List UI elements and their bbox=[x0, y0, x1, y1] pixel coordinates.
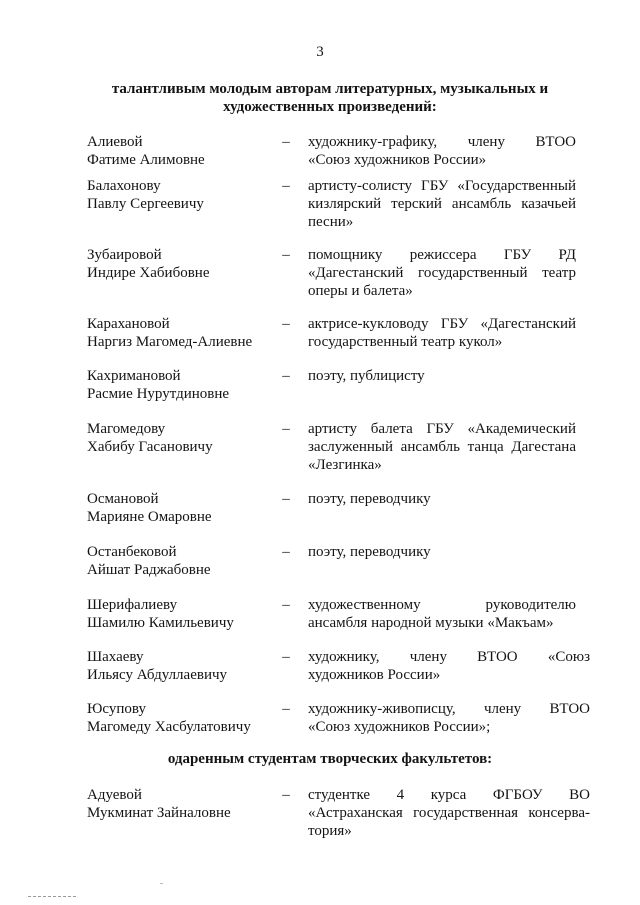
recipient-description bbox=[308, 543, 576, 561]
description-line: поэту, публицисту bbox=[308, 368, 425, 384]
recipient-name bbox=[87, 596, 277, 632]
dash-separator: – bbox=[282, 178, 290, 194]
recipient-description bbox=[308, 490, 576, 508]
description-line: «Союз художников России» bbox=[308, 152, 487, 168]
recipient-name bbox=[87, 315, 277, 351]
dash-separator: – bbox=[282, 247, 290, 263]
heading-line-1: талантливым молодым авторам литературных, музыкальных и bbox=[111, 81, 549, 97]
recipient-given-name: Ильясу Абдуллаевичу bbox=[87, 667, 228, 683]
recipient-given-name: Магомеду Хасбулатовичу bbox=[87, 719, 251, 735]
dash-separator: – bbox=[282, 491, 290, 507]
heading-line-2: художественных произведений: bbox=[223, 99, 437, 115]
description-line: государственный театр кукол» bbox=[308, 334, 503, 350]
recipient-name bbox=[87, 420, 277, 456]
recipient-description bbox=[308, 786, 590, 840]
description-line: «Астраханская государственная консерва- bbox=[308, 805, 590, 821]
recipient-given-name: Павлу Сергеевичу bbox=[87, 196, 204, 212]
description-line: «Лезгинка» bbox=[308, 457, 382, 473]
recipient-surname: Юсупову bbox=[87, 701, 146, 717]
recipient-given-name: Мукминат Зайналовне bbox=[87, 805, 231, 821]
description-line: художественному руководителю bbox=[308, 597, 576, 613]
scan-artifact bbox=[28, 896, 76, 899]
description-line: тория» bbox=[308, 823, 352, 839]
description-line: артисту-солисту ГБУ «Государственный bbox=[308, 178, 576, 194]
recipient-surname: Балахонову bbox=[87, 178, 161, 194]
description-line: студентке 4 курса ФГБОУ ВО bbox=[308, 787, 590, 803]
recipient-surname: Кахримановой bbox=[87, 368, 181, 384]
recipient-given-name: Хабибу Гасановичу bbox=[87, 439, 213, 455]
recipient-given-name: Индире Хабибовне bbox=[87, 265, 210, 281]
recipient-description bbox=[308, 648, 590, 684]
section-heading-gifted-students: одаренным студентам творческих факультетов: bbox=[167, 751, 493, 767]
dash-separator: – bbox=[282, 134, 290, 150]
description-line: «Союз художников России»; bbox=[308, 719, 491, 735]
recipient-given-name: Фатиме Алимовне bbox=[87, 152, 205, 168]
recipient-given-name: Айшат Раджабовне bbox=[87, 562, 211, 578]
dash-separator: – bbox=[282, 544, 290, 560]
scan-artifact bbox=[160, 883, 163, 884]
recipient-given-name: Шамилю Камильевичу bbox=[87, 615, 234, 631]
recipient-surname: Адуевой bbox=[87, 787, 142, 803]
description-line: ансамбля народной музыки «Макъам» bbox=[308, 615, 554, 631]
recipient-name bbox=[87, 177, 277, 213]
recipient-surname: Магомедову bbox=[87, 421, 166, 437]
description-line: художников России» bbox=[308, 667, 441, 683]
recipient-given-name: Наргиз Магомед-Алиевне bbox=[87, 334, 253, 350]
dash-separator: – bbox=[282, 701, 290, 717]
recipient-description bbox=[308, 420, 576, 474]
recipient-name bbox=[87, 246, 277, 282]
dash-separator: – bbox=[282, 316, 290, 332]
recipient-description bbox=[308, 133, 576, 169]
description-line: художнику-графику, члену ВТОО bbox=[308, 134, 576, 150]
description-line: «Дагестанский государственный театр bbox=[308, 265, 576, 281]
recipient-surname: Карахановой bbox=[87, 316, 170, 332]
recipient-name bbox=[87, 786, 277, 822]
recipient-description bbox=[308, 315, 576, 351]
recipient-surname: Шахаеву bbox=[87, 649, 144, 665]
description-line: поэту, переводчику bbox=[308, 491, 431, 507]
description-line: художнику, члену ВТОО «Союз bbox=[308, 649, 590, 665]
description-line: художнику-живописцу, члену ВТОО bbox=[308, 701, 590, 717]
page-number: 3 bbox=[316, 44, 324, 60]
recipient-given-name: Расмие Нурутдиновне bbox=[87, 386, 230, 402]
description-line: артисту балета ГБУ «Академический bbox=[308, 421, 576, 437]
dash-separator: – bbox=[282, 787, 290, 803]
recipient-description bbox=[308, 367, 576, 385]
recipient-given-name: Марияне Омаровне bbox=[87, 509, 212, 525]
recipient-surname: Останбековой bbox=[87, 544, 177, 560]
recipient-surname: Зубаировой bbox=[87, 247, 162, 263]
description-line: песни» bbox=[308, 214, 354, 230]
description-line: кизлярский терский ансамбль казачьей bbox=[308, 196, 576, 212]
recipient-name bbox=[87, 648, 277, 684]
description-line: актрисе-кукловоду ГБУ «Дагестанский bbox=[308, 316, 576, 332]
dash-separator: – bbox=[282, 368, 290, 384]
recipient-description bbox=[308, 177, 576, 231]
dash-separator: – bbox=[282, 649, 290, 665]
recipient-description bbox=[308, 596, 576, 632]
recipient-description bbox=[308, 246, 576, 300]
recipient-surname: Алиевой bbox=[87, 134, 143, 150]
description-line: оперы и балета» bbox=[308, 283, 413, 299]
recipient-name bbox=[87, 367, 277, 403]
description-line: поэту, переводчику bbox=[308, 544, 431, 560]
recipient-surname: Османовой bbox=[87, 491, 159, 507]
recipient-name bbox=[87, 490, 277, 526]
dash-separator: – bbox=[282, 421, 290, 437]
dash-separator: – bbox=[282, 597, 290, 613]
recipient-description bbox=[308, 700, 590, 736]
recipient-name bbox=[87, 133, 277, 169]
section-heading-talented-authors bbox=[80, 80, 580, 116]
recipient-name bbox=[87, 543, 277, 579]
recipient-name bbox=[87, 700, 277, 736]
description-line: заслуженный ансамбль танца Дагестана bbox=[308, 439, 576, 455]
recipient-surname: Шерифалиеву bbox=[87, 597, 178, 613]
description-line: помощнику режиссера ГБУ РД bbox=[308, 247, 576, 263]
